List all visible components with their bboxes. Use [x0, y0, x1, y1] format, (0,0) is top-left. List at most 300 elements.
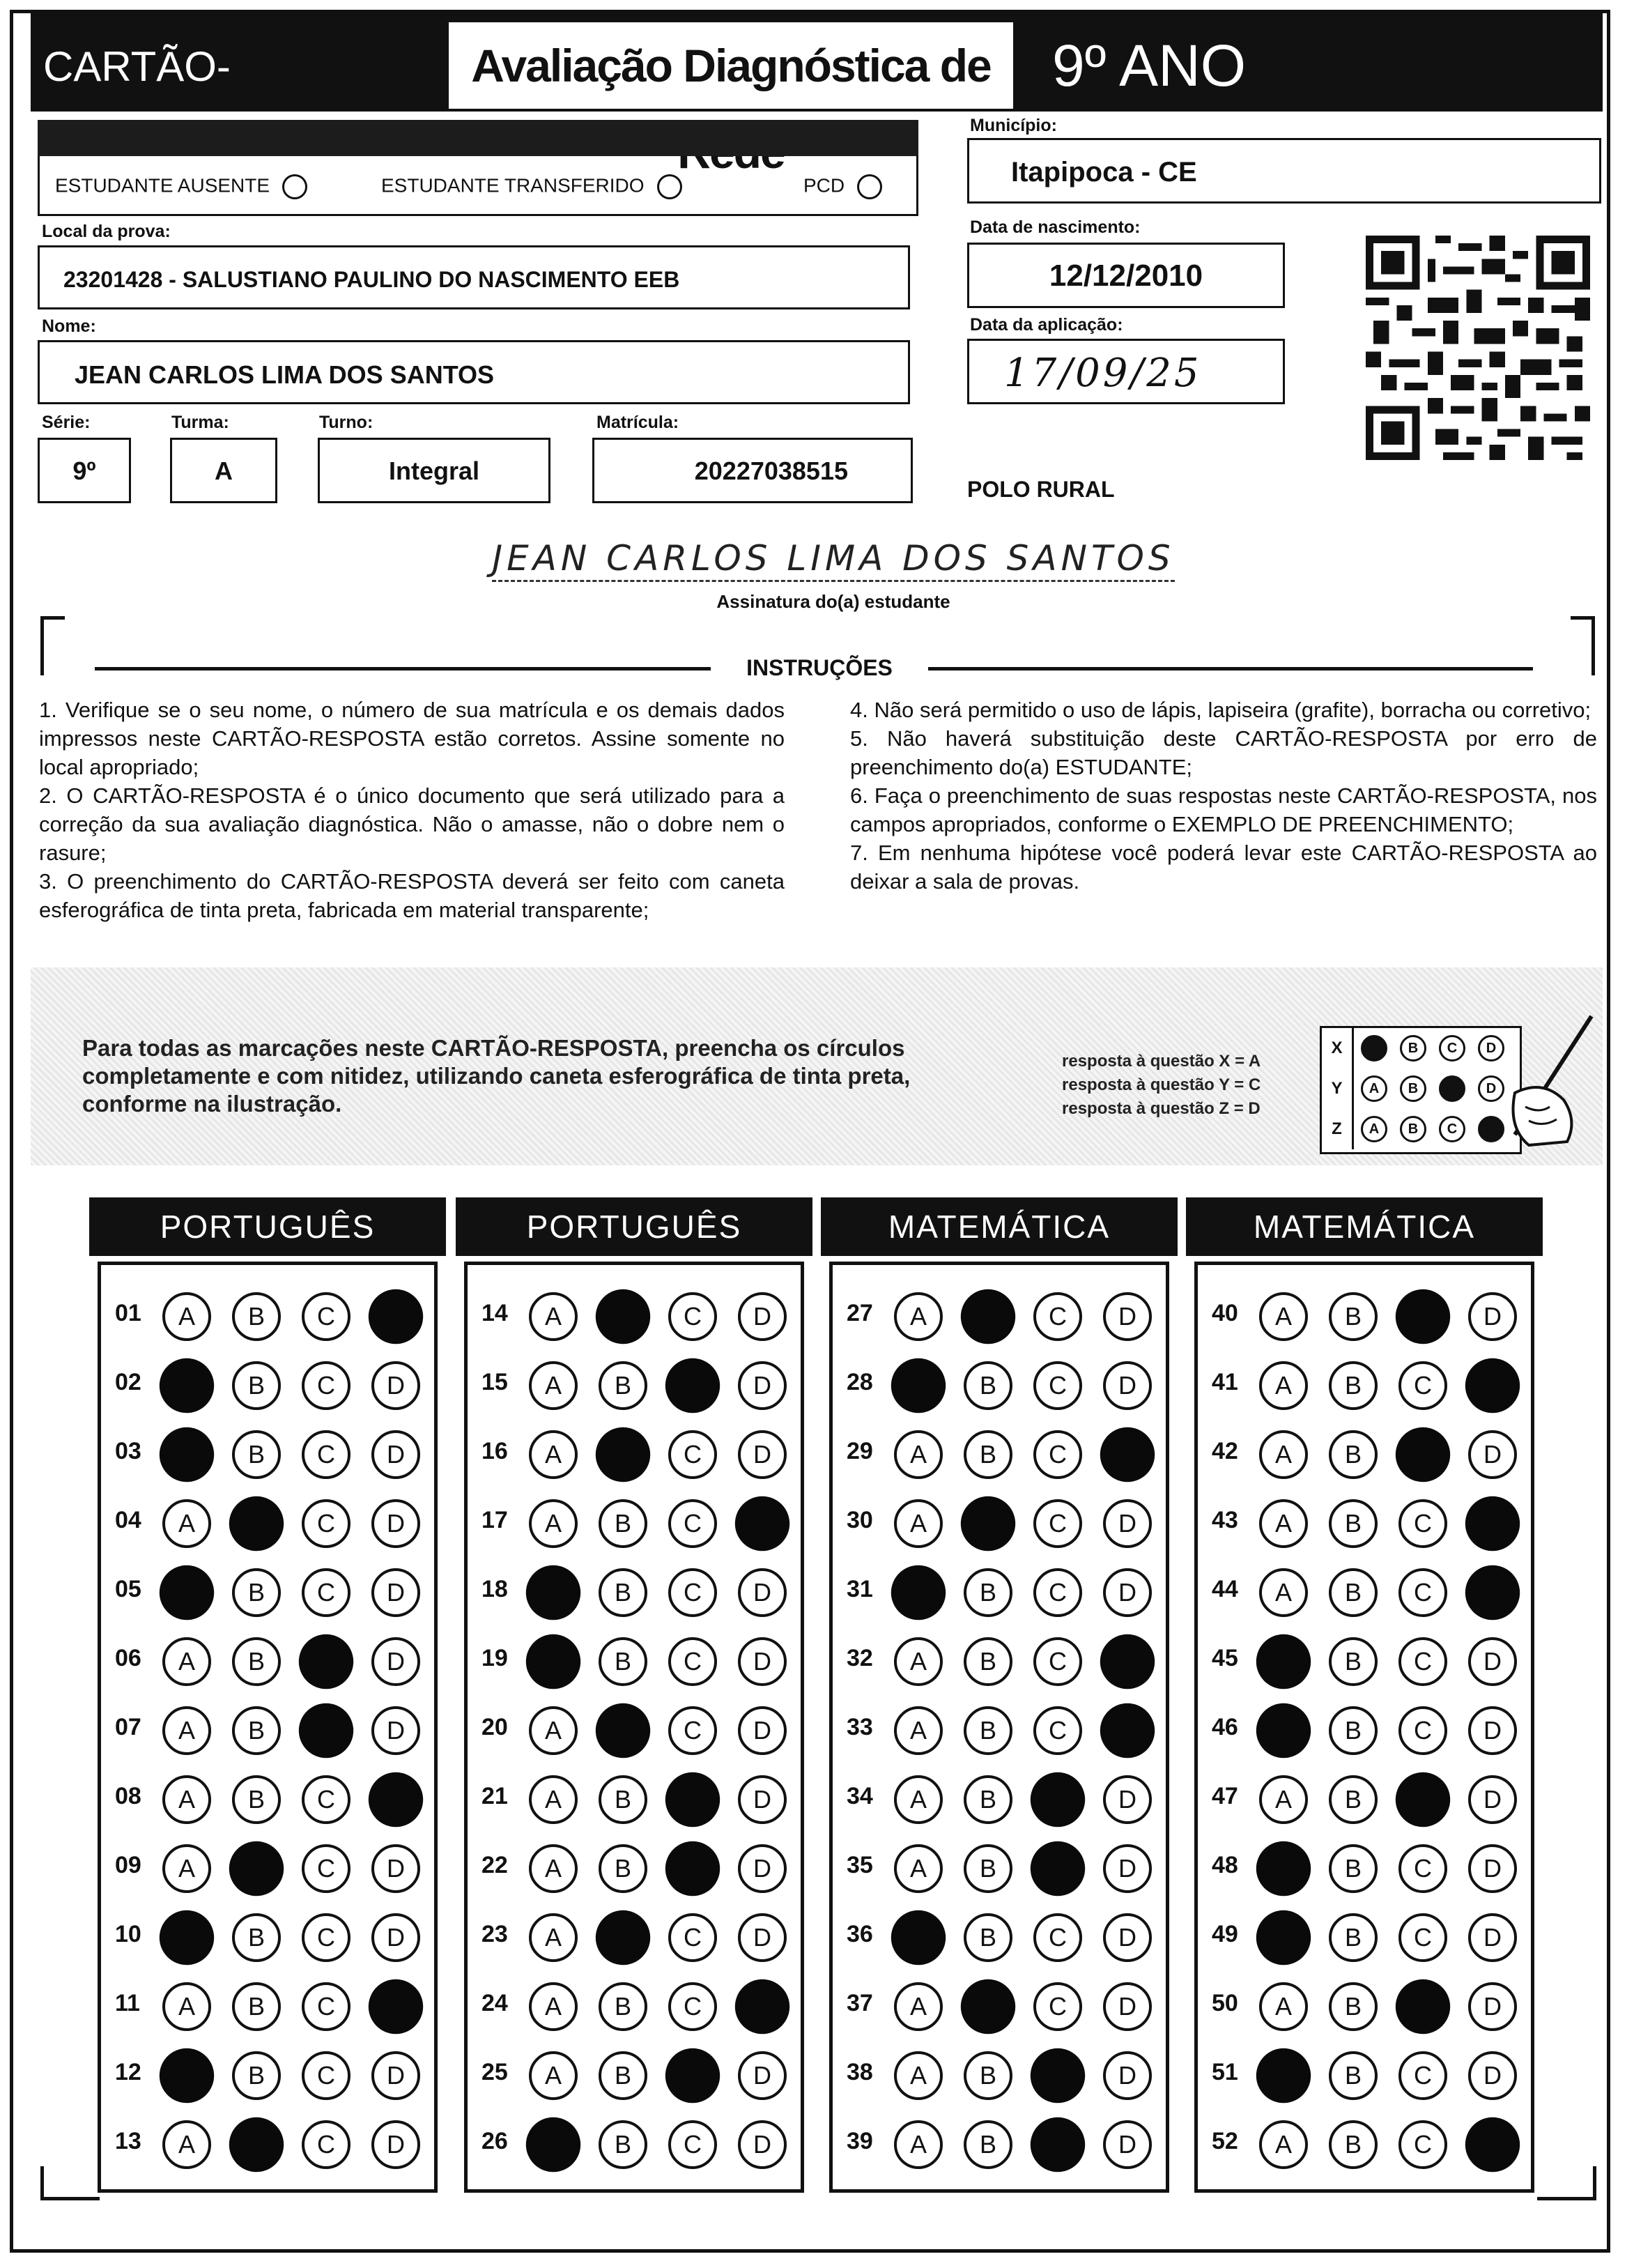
absent-option[interactable]	[55, 174, 307, 199]
answer-bubble-d[interactable]	[1100, 1703, 1155, 1758]
answer-bubble-d[interactable]: D	[371, 1568, 420, 1617]
question-number: 21	[481, 1783, 508, 1809]
answer-bubble-d[interactable]: D	[738, 1913, 787, 1962]
answer-bubble-b[interactable]: B	[599, 1844, 647, 1893]
answer-bubble-b[interactable]: B	[1329, 1499, 1378, 1548]
answer-bubble-b[interactable]: B	[1329, 1913, 1378, 1962]
answer-bubble-a[interactable]	[526, 1565, 580, 1620]
question-row	[468, 1559, 801, 1626]
answer-bubble-c[interactable]: C	[1398, 1568, 1447, 1617]
answer-bubble-c[interactable]	[1396, 1289, 1450, 1344]
answer-bubble-a[interactable]	[1256, 1910, 1311, 1965]
answer-bubble-c[interactable]: C	[302, 1982, 350, 2031]
answer-bubble-a[interactable]	[1256, 1841, 1311, 1896]
question-number: 14	[481, 1300, 508, 1326]
answer-bubble-a[interactable]: A	[894, 2051, 943, 2100]
answer-bubble-b[interactable]: B	[599, 2120, 647, 2169]
answer-bubble-a[interactable]: A	[529, 2051, 578, 2100]
answer-bubble-c[interactable]: C	[668, 1499, 717, 1548]
example-row	[1322, 1028, 1520, 1068]
answer-bubble-d[interactable]: D	[1468, 1292, 1517, 1341]
answer-bubble-d[interactable]: D	[738, 1568, 787, 1617]
answer-bubble-c[interactable]: C	[302, 1361, 350, 1410]
answer-bubble-d[interactable]: D	[738, 1844, 787, 1893]
answer-bubble-d[interactable]: D	[1468, 1430, 1517, 1479]
question-number: 04	[115, 1507, 141, 1533]
answer-bubble-c[interactable]: C	[1398, 1844, 1447, 1893]
answer-bubble-d[interactable]	[735, 1496, 789, 1551]
answer-bubble-a[interactable]: A	[529, 1430, 578, 1479]
answer-bubble-b[interactable]: B	[964, 1361, 1012, 1410]
answer-bubble-d[interactable]: D	[371, 1430, 420, 1479]
answer-bubble-d[interactable]	[1100, 1634, 1155, 1689]
answer-bubble-d[interactable]: D	[371, 1361, 420, 1410]
answer-bubble-b[interactable]: B	[232, 1706, 281, 1755]
question-number: 17	[481, 1507, 508, 1533]
exam-title: Avaliação Diagnóstica de	[449, 22, 1013, 109]
answer-bubble-c[interactable]: C	[302, 1430, 350, 1479]
grade-label: 9º ANO	[1052, 33, 1247, 98]
question-row	[101, 2111, 434, 2178]
question-row	[1198, 1835, 1531, 1902]
question-row	[101, 1766, 434, 1833]
answer-bubble-b[interactable]: B	[964, 1568, 1012, 1617]
answer-bubble-b[interactable]: B	[964, 1775, 1012, 1824]
answer-bubble-b[interactable]: B	[1329, 1982, 1378, 2031]
question-row	[468, 2042, 801, 2109]
question-number: 25	[481, 2059, 508, 2085]
answer-bubble-d[interactable]: D	[738, 1637, 787, 1686]
answer-bubble-a[interactable]: A	[162, 1982, 211, 2031]
signature-label: Assinatura do(a) estudante	[716, 591, 950, 612]
answer-bubble-a[interactable]: A	[1259, 1775, 1308, 1824]
answer-bubble-c[interactable]	[299, 1634, 353, 1689]
answer-bubble-d[interactable]	[1100, 1427, 1155, 1482]
answer-bubble-d[interactable]: D	[1103, 1982, 1152, 2031]
answer-bubble-d[interactable]: D	[1468, 1637, 1517, 1686]
answer-bubble-d[interactable]: D	[738, 1775, 787, 1824]
answer-bubble-a[interactable]	[160, 1565, 214, 1620]
question-number: 45	[1212, 1645, 1238, 1671]
answer-bubble-b[interactable]: B	[599, 1499, 647, 1548]
answer-bubble-b[interactable]: B	[599, 1568, 647, 1617]
question-number: 39	[847, 2128, 873, 2154]
answer-bubble-c[interactable]: C	[668, 2120, 717, 2169]
answer-bubble-a[interactable]	[160, 1358, 214, 1413]
question-row	[833, 2111, 1166, 2178]
answer-bubble-d[interactable]: D	[1468, 2051, 1517, 2100]
answer-bubble-b[interactable]: B	[964, 1637, 1012, 1686]
answer-bubble-a[interactable]: A	[894, 1292, 943, 1341]
answer-bubble-a[interactable]: A	[1259, 1292, 1308, 1341]
answer-bubble-b[interactable]: B	[232, 1568, 281, 1617]
question-row	[101, 2042, 434, 2109]
question-number: 48	[1212, 1852, 1238, 1878]
answer-bubble-c[interactable]: C	[302, 1292, 350, 1341]
answer-bubble-d[interactable]: D	[738, 1292, 787, 1341]
answer-bubble-d[interactable]: D	[371, 1913, 420, 1962]
answer-bubble-d[interactable]	[369, 1289, 423, 1344]
answer-bubble-b[interactable]	[229, 1841, 284, 1896]
pcd-circle[interactable]	[857, 174, 882, 199]
answer-bubble-d[interactable]: D	[1103, 1499, 1152, 1548]
answer-bubble-a[interactable]: A	[529, 1292, 578, 1341]
answer-bubble-b[interactable]: B	[1329, 1292, 1378, 1341]
answer-bubble-c[interactable]	[1396, 1979, 1450, 2034]
answer-bubble-c[interactable]: C	[1033, 1430, 1082, 1479]
transferred-option[interactable]	[381, 174, 682, 199]
answer-bubble-b[interactable]: B	[964, 1913, 1012, 1962]
answer-bubble-a[interactable]: A	[162, 1706, 211, 1755]
question-number: 22	[481, 1852, 508, 1878]
answer-bubble-b[interactable]	[229, 2117, 284, 2172]
answer-bubble-a[interactable]: A	[162, 1844, 211, 1893]
answer-bubble-b[interactable]: B	[1329, 2120, 1378, 2169]
answer-bubble-c[interactable]: C	[1033, 1706, 1082, 1755]
answer-bubble-d[interactable]	[369, 1979, 423, 2034]
answer-bubble-a[interactable]	[1256, 1634, 1311, 1689]
question-number: 08	[115, 1783, 141, 1809]
answer-bubble-d[interactable]: D	[1103, 1775, 1152, 1824]
question-row	[833, 1559, 1166, 1626]
example-legend-z: resposta à questão Z = D	[1062, 1099, 1261, 1118]
answer-bubble-c[interactable]	[1031, 2048, 1085, 2103]
example-bubble: B	[1400, 1116, 1426, 1142]
answer-bubble-c[interactable]	[299, 1703, 353, 1758]
absent-label: ESTUDANTE AUSENTE	[55, 174, 270, 197]
answer-bubble-b[interactable]	[961, 1496, 1015, 1551]
answer-bubble-a[interactable]	[160, 1427, 214, 1482]
question-number: 37	[847, 1990, 873, 2016]
question-row	[101, 1283, 434, 1350]
answer-bubble-a[interactable]	[891, 1565, 946, 1620]
answer-bubble-c[interactable]	[1396, 1427, 1450, 1482]
answer-bubble-b[interactable]	[596, 1427, 650, 1482]
answer-bubble-d[interactable]: D	[738, 1706, 787, 1755]
answer-bubble-a[interactable]	[891, 1358, 946, 1413]
example-bubble: B	[1400, 1075, 1426, 1102]
answer-bubble-c[interactable]: C	[1398, 1637, 1447, 1686]
answer-bubble-b[interactable]: B	[232, 1637, 281, 1686]
question-row	[468, 1697, 801, 1764]
aplicacao-field	[967, 339, 1285, 404]
answer-bubble-a[interactable]: A	[894, 1430, 943, 1479]
example-row-label: Y	[1322, 1068, 1354, 1109]
question-number: 51	[1212, 2059, 1238, 2085]
answer-bubble-b[interactable]: B	[1329, 1430, 1378, 1479]
answer-bubble-c[interactable]: C	[302, 2051, 350, 2100]
answer-bubble-a[interactable]: A	[529, 1913, 578, 1962]
instruction-7: 7. Em nenhuma hipótese você poderá levar este CARTÃO-RESPOSTA ao deixar a sala de provas.	[850, 841, 1597, 894]
answer-bubble-a[interactable]	[160, 1910, 214, 1965]
matricula-value: 20227038515	[694, 457, 848, 485]
question-row	[101, 1352, 434, 1419]
absent-circle[interactable]	[282, 174, 307, 199]
answer-bubble-b[interactable]: B	[599, 1637, 647, 1686]
answer-bubble-d[interactable]: D	[371, 1637, 420, 1686]
answer-bubble-a[interactable]: A	[894, 1775, 943, 1824]
answer-bubble-c[interactable]: C	[1398, 1706, 1447, 1755]
question-number: 38	[847, 2059, 873, 2085]
answer-bubble-a[interactable]	[526, 1634, 580, 1689]
answer-bubble-b[interactable]	[596, 1289, 650, 1344]
question-number: 12	[115, 2059, 141, 2085]
answer-bubble-b[interactable]: B	[599, 1361, 647, 1410]
answer-bubble-d[interactable]: D	[1468, 1913, 1517, 1962]
answer-bubble-a[interactable]: A	[529, 1499, 578, 1548]
answer-bubble-a[interactable]: A	[1259, 1361, 1308, 1410]
answer-bubble-b[interactable]: B	[1329, 1568, 1378, 1617]
municipio-field	[967, 138, 1601, 204]
answer-bubble-c[interactable]	[1031, 1841, 1085, 1896]
answer-bubble-a[interactable]: A	[162, 2120, 211, 2169]
answer-bubble-c[interactable]: C	[1033, 1982, 1082, 2031]
answer-bubble-a[interactable]: A	[894, 1844, 943, 1893]
answer-bubble-b[interactable]: B	[1329, 2051, 1378, 2100]
answer-bubble-a[interactable]: A	[894, 1982, 943, 2031]
answer-bubble-b[interactable]: B	[964, 1844, 1012, 1893]
answer-bubble-d[interactable]	[1465, 1358, 1520, 1413]
answer-bubble-c[interactable]: C	[302, 2120, 350, 2169]
answer-bubble-a[interactable]: A	[529, 1844, 578, 1893]
answer-bubble-a[interactable]: A	[894, 1637, 943, 1686]
answer-bubble-a[interactable]: A	[894, 1706, 943, 1755]
answer-bubble-d[interactable]: D	[371, 1844, 420, 1893]
answer-bubble-b[interactable]: B	[1329, 1637, 1378, 1686]
answer-bubble-c[interactable]: C	[1398, 1499, 1447, 1548]
answer-bubble-c[interactable]	[1031, 2117, 1085, 2172]
question-row	[101, 1973, 434, 2040]
answer-bubble-c[interactable]: C	[1398, 2051, 1447, 2100]
question-row	[833, 1697, 1166, 1764]
answer-bubble-a[interactable]: A	[529, 1775, 578, 1824]
local-field	[38, 245, 910, 309]
question-row	[1198, 1973, 1531, 2040]
question-row	[101, 1559, 434, 1626]
answer-bubble-c[interactable]: C	[302, 1568, 350, 1617]
answer-bubble-c[interactable]: C	[302, 1913, 350, 1962]
answer-bubble-a[interactable]: A	[1259, 1568, 1308, 1617]
answer-bubble-c[interactable]: C	[1398, 1913, 1447, 1962]
answer-bubble-c[interactable]: C	[668, 1430, 717, 1479]
question-number: 46	[1212, 1714, 1238, 1740]
answer-bubble-c[interactable]: C	[302, 1844, 350, 1893]
example-bubble: C	[1439, 1035, 1465, 1062]
example-row	[1322, 1109, 1520, 1149]
answer-bubble-c[interactable]: C	[668, 1706, 717, 1755]
answer-bubble-a[interactable]: A	[529, 1361, 578, 1410]
answer-bubble-d[interactable]	[1465, 1565, 1520, 1620]
answer-bubble-d[interactable]	[735, 1979, 789, 2034]
answer-bubble-c[interactable]: C	[668, 1292, 717, 1341]
question-number: 11	[115, 1990, 140, 2016]
question-number: 02	[115, 1369, 141, 1395]
question-row	[468, 2111, 801, 2178]
answer-bubble-c[interactable]	[665, 2048, 720, 2103]
instruction-3: 3. O preenchimento do CARTÃO-RESPOSTA deverá ser feito com caneta esferográfica de tinta preta, fabricada em material transparente;	[39, 869, 785, 922]
question-row	[101, 1628, 434, 1695]
answer-bubble-b[interactable]: B	[232, 1982, 281, 2031]
answer-bubble-a[interactable]: A	[162, 1292, 211, 1341]
turno-value: Integral	[388, 457, 480, 485]
answer-bubble-a[interactable]: A	[162, 1775, 211, 1824]
name-value: JEAN CARLOS LIMA DOS SANTOS	[75, 360, 495, 389]
answer-bubble-b[interactable]: B	[964, 2120, 1012, 2169]
answer-bubble-c[interactable]: C	[302, 1775, 350, 1824]
answer-bubble-c[interactable]: C	[1033, 1361, 1082, 1410]
question-row	[833, 1835, 1166, 1902]
answer-bubble-d[interactable]: D	[1103, 1361, 1152, 1410]
answer-bubble-b[interactable]: B	[599, 2051, 647, 2100]
answer-bubble-d[interactable]	[1465, 1496, 1520, 1551]
pcd-option[interactable]	[803, 174, 882, 199]
answer-bubble-d[interactable]: D	[738, 2120, 787, 2169]
answer-bubble-a[interactable]: A	[1259, 1499, 1308, 1548]
turma-label: Turma:	[171, 413, 229, 432]
question-number: 15	[481, 1369, 508, 1395]
answer-bubble-c[interactable]	[1031, 1772, 1085, 1827]
answer-bubble-b[interactable]: B	[232, 1430, 281, 1479]
question-number: 44	[1212, 1576, 1238, 1602]
question-number: 32	[847, 1645, 873, 1671]
transferred-circle[interactable]	[657, 174, 682, 199]
question-row	[468, 1352, 801, 1419]
answer-bubble-d[interactable]: D	[371, 1706, 420, 1755]
answer-bubble-d[interactable]: D	[1468, 1982, 1517, 2031]
answer-bubble-d[interactable]: D	[1468, 1706, 1517, 1755]
subject-header: PORTUGUÊS	[89, 1197, 446, 1256]
answer-bubble-a[interactable]: A	[1259, 2120, 1308, 2169]
answer-bubble-c[interactable]	[665, 1772, 720, 1827]
answer-bubble-b[interactable]	[596, 1910, 650, 1965]
answer-bubble-b[interactable]: B	[964, 1706, 1012, 1755]
answer-bubble-d[interactable]: D	[371, 2051, 420, 2100]
answer-bubble-a[interactable]: A	[894, 2120, 943, 2169]
answer-bubble-d[interactable]	[1465, 2117, 1520, 2172]
question-row	[468, 1973, 801, 2040]
answer-bubble-b[interactable]	[229, 1496, 284, 1551]
local-value: 23201428 - SALUSTIANO PAULINO DO NASCIMENTO EEB	[63, 267, 680, 292]
answer-bubble-b[interactable]: B	[964, 1430, 1012, 1479]
answer-bubble-c[interactable]	[665, 1841, 720, 1896]
answer-bubble-b[interactable]: B	[1329, 1361, 1378, 1410]
answer-bubble-a[interactable]: A	[1259, 1430, 1308, 1479]
example-bubble: B	[1400, 1035, 1426, 1062]
question-row	[101, 1421, 434, 1488]
answer-bubble-c[interactable]: C	[668, 1568, 717, 1617]
question-row	[1198, 1628, 1531, 1695]
answer-bubble-d[interactable]: D	[1103, 1292, 1152, 1341]
answer-bubble-a[interactable]: A	[894, 1499, 943, 1548]
answer-bubble-d[interactable]: D	[1103, 2120, 1152, 2169]
answer-bubble-b[interactable]	[961, 1979, 1015, 2034]
answer-bubble-c[interactable]: C	[1033, 1499, 1082, 1548]
question-row	[1198, 1352, 1531, 1419]
answer-bubble-a[interactable]	[526, 2117, 580, 2172]
question-number: 26	[481, 2128, 508, 2154]
answer-bubble-b[interactable]	[961, 1289, 1015, 1344]
answer-bubble-b[interactable]	[596, 1703, 650, 1758]
instruction-6: 6. Faça o preenchimento de suas respostas neste CARTÃO-RESPOSTA, nos campos apropriados, conforme o EXEMPLO DE PREENCHIMENTO;	[850, 783, 1597, 836]
answer-bubble-c[interactable]: C	[1033, 1913, 1082, 1962]
example-row-label: X	[1322, 1028, 1354, 1068]
answer-bubble-d[interactable]: D	[738, 2051, 787, 2100]
answer-bubble-b[interactable]: B	[232, 1361, 281, 1410]
answer-bubble-c[interactable]: C	[668, 1913, 717, 1962]
instruction-5: 5. Não haverá substituição deste CARTÃO-RESPOSTA por erro de preenchimento do(a) ESTUDANTE;	[850, 726, 1597, 779]
answer-bubble-d[interactable]: D	[1103, 1568, 1152, 1617]
subject-header: PORTUGUÊS	[456, 1197, 812, 1256]
answer-bubble-d[interactable]: D	[1468, 1775, 1517, 1824]
answer-bubble-a[interactable]: A	[162, 1499, 211, 1548]
answer-bubble-b[interactable]: B	[232, 1292, 281, 1341]
question-number: 24	[481, 1990, 508, 2016]
answer-bubble-d[interactable]: D	[1103, 1844, 1152, 1893]
question-number: 31	[847, 1576, 873, 1602]
answer-bubble-d[interactable]: D	[738, 1430, 787, 1479]
answer-bubble-b[interactable]: B	[232, 2051, 281, 2100]
answer-bubble-b[interactable]: B	[232, 1775, 281, 1824]
answer-bubble-a[interactable]	[160, 2048, 214, 2103]
instructions-left	[39, 696, 785, 924]
question-row	[101, 1697, 434, 1764]
answer-bubble-d[interactable]: D	[371, 2120, 420, 2169]
question-number: 50	[1212, 1990, 1238, 2016]
answer-bubble-c[interactable]	[665, 1358, 720, 1413]
answer-bubble-c[interactable]: C	[668, 1982, 717, 2031]
answer-bubble-a[interactable]: A	[529, 1982, 578, 2031]
answer-bubble-b[interactable]: B	[1329, 1706, 1378, 1755]
question-number: 42	[1212, 1438, 1238, 1464]
answer-bubble-c[interactable]: C	[1398, 2120, 1447, 2169]
answer-bubble-a[interactable]	[1256, 2048, 1311, 2103]
question-number: 13	[115, 2128, 141, 2154]
answer-bubble-d[interactable]: D	[1103, 2051, 1152, 2100]
answer-bubble-d[interactable]: D	[1468, 1844, 1517, 1893]
answer-bubble-a[interactable]	[891, 1910, 946, 1965]
serie-value: 9º	[72, 457, 96, 485]
answer-bubble-b[interactable]: B	[599, 1775, 647, 1824]
answer-bubble-d[interactable]: D	[1103, 1913, 1152, 1962]
nascimento-field	[967, 243, 1285, 308]
answer-bubble-b[interactable]: B	[1329, 1844, 1378, 1893]
answer-bubble-a[interactable]: A	[1259, 1982, 1308, 2031]
question-row	[1198, 1766, 1531, 1833]
answer-bubble-a[interactable]: A	[529, 1706, 578, 1755]
answer-bubble-c[interactable]: C	[668, 1637, 717, 1686]
turno-label: Turno:	[319, 413, 373, 432]
answer-bubble-b[interactable]: B	[232, 1913, 281, 1962]
question-number: 10	[115, 1921, 141, 1947]
answer-bubble-c[interactable]: C	[1033, 1292, 1082, 1341]
answer-bubble-a[interactable]: A	[162, 1637, 211, 1686]
answer-bubble-d[interactable]: D	[371, 1499, 420, 1548]
answer-column	[829, 1262, 1169, 2193]
answer-bubble-c[interactable]: C	[1033, 1637, 1082, 1686]
answer-bubble-d[interactable]: D	[738, 1361, 787, 1410]
answer-bubble-d[interactable]	[369, 1772, 423, 1827]
answer-bubble-a[interactable]	[1256, 1703, 1311, 1758]
answer-bubble-c[interactable]: C	[1398, 1361, 1447, 1410]
example-bubble: C	[1439, 1116, 1465, 1142]
answer-bubble-c[interactable]	[1396, 1772, 1450, 1827]
answer-bubble-b[interactable]: B	[964, 2051, 1012, 2100]
answer-bubble-c[interactable]: C	[302, 1499, 350, 1548]
question-row	[468, 1835, 801, 1902]
answer-bubble-b[interactable]: B	[599, 1982, 647, 2031]
answer-bubble-c[interactable]: C	[1033, 1568, 1082, 1617]
answer-bubble-b[interactable]: B	[1329, 1775, 1378, 1824]
